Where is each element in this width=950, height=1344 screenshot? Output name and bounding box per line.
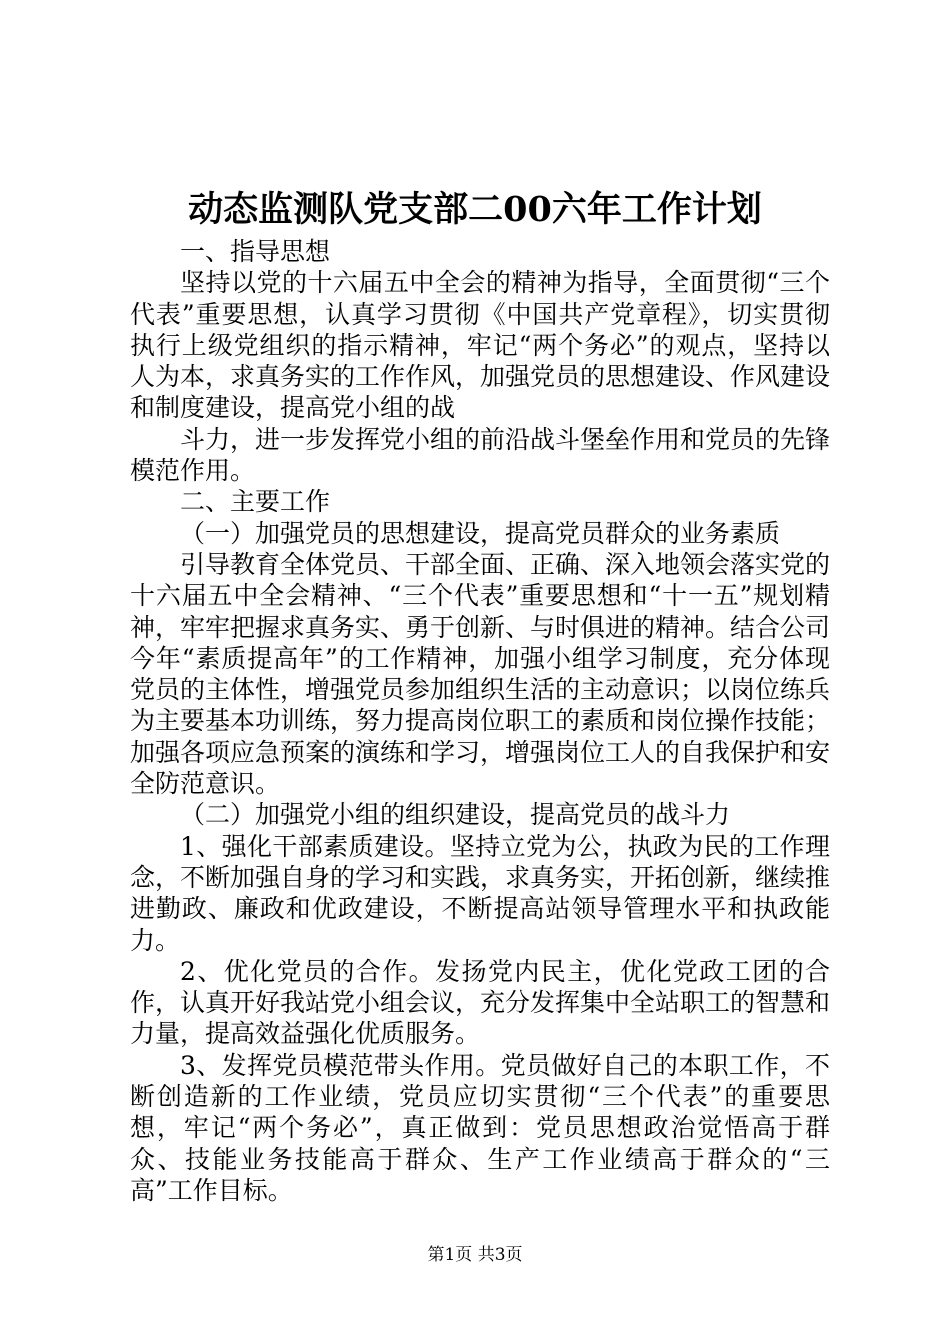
subsection-heading-organizational-building: （二）加强党小组的组织建设，提高党员的战斗力 — [180, 800, 731, 830]
document-title: 动态监测队党支部二00六年工作计划 — [188, 189, 762, 230]
page-number-footer: 第1页 共3页 — [427, 1245, 523, 1265]
section-heading-guiding-ideology: 一、指导思想 — [180, 237, 331, 266]
list-item: 2、优化党员的合作。发扬党内民主，优化党政工团的合作，认真开好我站党小组会议，充分发挥集中全站职工的智慧和力量，提高效益强化优质服务。 — [130, 956, 831, 1049]
list-item: 1、强化干部素质建设。坚持立党为公，执政为民的工作理念，不断加强自身的学习和实践，求真务实，开拓创新，继续推进勤政、廉政和优政建设，不断提高站领导管理水平和执政能力。 — [130, 831, 831, 955]
section-heading-main-work: 二、主要工作 — [180, 487, 331, 517]
body-paragraph: 引导教育全体党员、干部全面、正确、深入地领会落实党的十六届五中全会精神、“三个代表”重要思想和“十一五”规划精神，牢牢把握求真务实、勇于创新、与时俱进的精神。结合公司今年“素质提高年”的工作精神，加强小组学习制度，充分体现党员的主体性，增强党员参加组织生活的主动意识；以岗位练兵为主要基本功训练，努力提高岗位职工的素质和岗位操作技能；加强各项应急预案的演练和学习，增强岗位工人的自我保护和安全防范意识。 — [130, 549, 831, 799]
body-paragraph: 坚持以党的十六届五中全会的精神为指导，全面贯彻“三个代表”重要思想，认真学习贯彻《中国共产党章程》，切实贯彻执行上级党组织的指示精神，牢记“两个务必”的观点，坚持以人为本，求真务实的工作作风，加强党员的思想建设、作风建设和制度建设，提高党小组的战 — [130, 268, 831, 423]
subsection-heading-ideological-building: （一）加强党员的思想建设，提高党员群众的业务素质 — [180, 518, 781, 548]
list-item: 3、发挥党员模范带头作用。党员做好自己的本职工作，不断创造新的工作业绩，党员应切实贯彻“三个代表”的重要思想，牢记“两个务必”，真正做到：党员思想政治觉悟高于群众、技能业务技能高于群众、生产工作业绩高于群众的“三高”工作目标。 — [130, 1050, 830, 1205]
body-paragraph: 斗力，进一步发挥党小组的前沿战斗堡垒作用和党员的先锋模范作用。 — [130, 424, 831, 486]
document-body — [130, 236, 830, 1206]
